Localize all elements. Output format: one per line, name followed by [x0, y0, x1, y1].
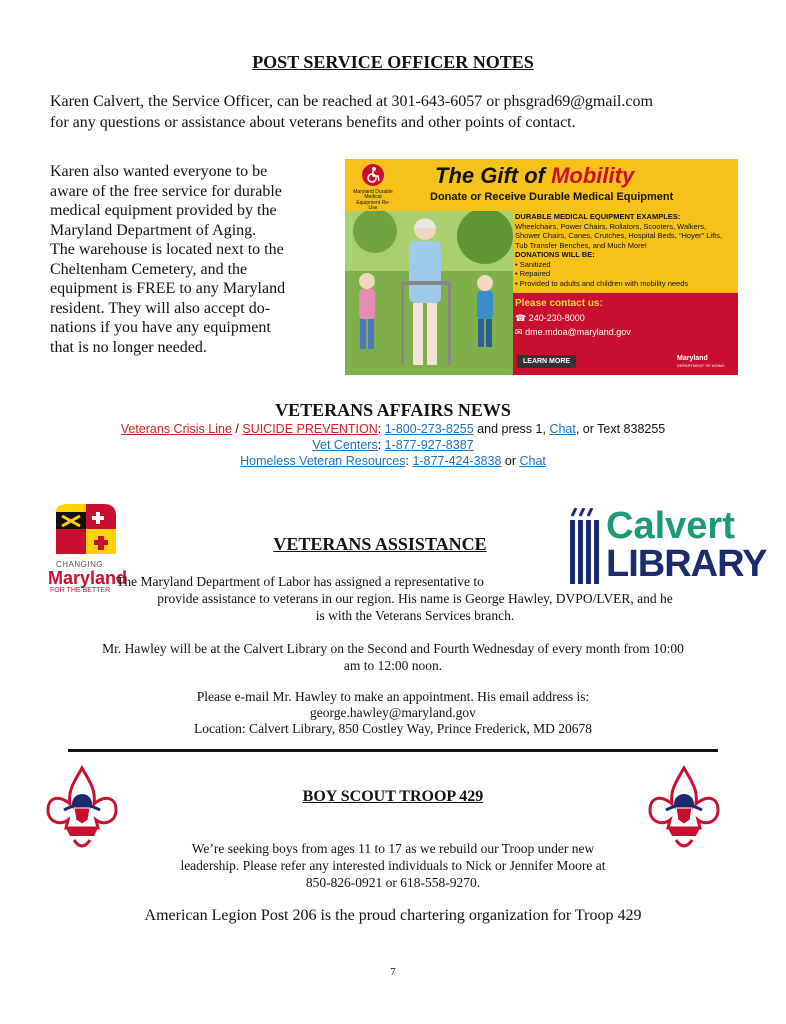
crisis-line-row	[0, 421, 786, 437]
flyer-examples: DURABLE MEDICAL EQUIPMENT EXAMPLES: Wheelchairs, Power Chairs, Rollators, Scooters, Walkers, Shower Chairs, Canes, Crutches, Hospital Beds, "Hoyer" Lifts, Tub Transfer Benches, and Much More! DONATIONS WILL BE: • Sanitized • Repaired • Provided to adults and children with mobility needs	[515, 212, 723, 288]
assistance-line: is with the Veterans Services branch.	[315, 608, 515, 623]
md-aging-logo	[677, 355, 725, 369]
assistance-location: Location: Calvert Library, 850 Costley Way, Prince Frederick, MD 20678	[193, 721, 593, 736]
separator: :	[377, 422, 385, 436]
vet-centers-link[interactable]: Vet Centers	[312, 438, 378, 452]
para-line: Cheltenham Cemetery, and the	[50, 260, 248, 278]
pso-heading: POST SERVICE OFFICER NOTES	[252, 52, 534, 72]
donations-heading: DONATIONS WILL BE:	[515, 250, 595, 259]
scouts-line: 850-826-0921 or 618-558-9270.	[305, 875, 481, 890]
para-line: The warehouse is located next to the	[50, 241, 284, 258]
para-line: nations if you have any equipment	[50, 319, 271, 336]
para-line: medical equipment provided by the	[50, 202, 277, 219]
para-line: Karen also wanted everyone to be	[50, 163, 268, 180]
assistance-line: Mr. Hawley will be at the Calvert Library on the Second and Fourth Wednesday of every month from 10:00	[102, 641, 684, 656]
grandmother-children-photo	[345, 211, 513, 375]
assistance-line: Please e-mail Mr. Hawley to make an appointment. His email address is:	[196, 689, 590, 704]
examples-heading: DURABLE MEDICAL EQUIPMENT EXAMPLES:	[515, 212, 681, 221]
learn-more-button[interactable]: LEARN MORE	[517, 355, 576, 368]
flyer-title-mobility: Mobility	[551, 163, 635, 188]
para-line: aware of the free service for durable	[50, 182, 282, 200]
library-name-bottom: LIBRARY	[606, 543, 767, 585]
homeless-resources-link[interactable]: Homeless Veteran Resources	[240, 454, 406, 468]
veterans-crisis-line-link[interactable]: Veterans Crisis Line	[120, 422, 232, 436]
library-name-top: Calvert	[606, 505, 735, 547]
md-aging-logo-sub: DEPARTMENT OF AGING	[677, 363, 725, 368]
para-line: equipment is FREE to any Maryland	[50, 280, 286, 297]
assistance-line: The Maryland Department of Labor has assigned a representative to	[116, 574, 484, 589]
separator: :	[377, 438, 385, 452]
donation-item: Sanitized	[519, 259, 551, 269]
vet-centers-row	[0, 437, 786, 453]
pso-aging-paragraph	[50, 162, 340, 357]
para-line: Maryland Department of Aging.	[50, 221, 257, 239]
flyer-title	[435, 163, 634, 189]
mde-logo	[353, 163, 393, 211]
email-icon: ✉	[515, 327, 523, 337]
scouts-line: We’re seeking boys from ages 11 to 17 as we rebuild our Troop under new	[191, 841, 595, 856]
section-divider	[68, 749, 718, 752]
logo-changing: CHANGING	[56, 560, 104, 569]
md-aging-logo-name: Maryland	[677, 355, 708, 362]
separator: /	[231, 422, 243, 436]
mde-logo-text: Maryland Durable Medical Equipment Re-Use	[353, 188, 393, 211]
donation-item: Provided to adults and children with mobility needs	[519, 278, 689, 288]
gift-of-mobility-flyer[interactable]	[345, 159, 738, 375]
suicide-prevention-link[interactable]: SUICIDE PREVENTION	[242, 422, 378, 436]
homeless-phone-link[interactable]: 1-877-424-3838	[412, 454, 502, 468]
assistance-heading: VETERANS ASSISTANCE	[273, 534, 487, 554]
logo-for-the-better: FOR THE BETTER	[50, 587, 111, 594]
wheelchair-icon	[361, 163, 385, 187]
assistance-para-2	[20, 640, 766, 674]
va-news-links	[0, 421, 786, 469]
pso-intro-line: Karen Calvert, the Service Officer, can be reached at 301-643-6057 or phsgrad69@gmail.com	[50, 93, 653, 110]
text-option: , or Text 838255	[575, 422, 666, 436]
assistance-para-3	[0, 689, 786, 737]
flyer-subtitle: Donate or Receive Durable Medical Equipment	[430, 191, 674, 203]
chat-link[interactable]: Chat	[549, 422, 576, 436]
legion-charter-line: American Legion Post 206 is the proud chartering organization for Troop 429	[144, 907, 642, 924]
flyer-title-part: The Gift of	[435, 163, 552, 188]
scouts-paragraph	[0, 840, 786, 891]
assistance-line: provide assistance to veterans in our region. His name is George Hawley, DVPO/LVER, and he	[157, 591, 673, 606]
contact-phone: 240-230-8000	[528, 313, 585, 323]
assistance-line: am to 12:00 noon.	[343, 658, 443, 673]
vet-centers-phone-link[interactable]: 1-877-927-8387	[384, 438, 474, 452]
donation-item: Repaired	[519, 269, 551, 278]
separator: :	[405, 454, 413, 468]
flyer-contact	[515, 296, 735, 339]
logo-maryland: Maryland	[48, 568, 128, 588]
pso-intro-line: for any questions or assistance about veterans benefits and other points of contact.	[50, 114, 576, 131]
scouts-line: leadership. Please refer any interested individuals to Nick or Jennifer Moore at	[180, 858, 606, 873]
press-text: and press 1,	[473, 422, 550, 436]
pso-intro	[50, 91, 750, 133]
homeless-chat-link[interactable]: Chat	[519, 454, 546, 468]
page-number: 7	[390, 966, 396, 978]
phone-icon: ☎	[515, 313, 527, 323]
contact-heading: Please contact us:	[515, 298, 603, 309]
assistance-para-1	[70, 573, 760, 624]
or-text: or	[501, 454, 520, 468]
examples-text: Wheelchairs, Power Chairs, Rollators, Scooters, Walkers, Shower Chairs, Canes, Crutches, Hospital Beds, "Hoyer" Lifts, Tub Transfer Benches, and Much More!	[515, 221, 723, 250]
va-news-heading: VETERANS AFFAIRS NEWS	[275, 400, 511, 420]
contact-email: dme.mdoa@maryland.gov	[525, 327, 631, 337]
flyer-photo	[345, 211, 513, 375]
hawley-email[interactable]: george.hawley@maryland.gov	[310, 705, 476, 720]
homeless-row	[0, 453, 786, 469]
scouts-heading: BOY SCOUT TROOP 429	[302, 788, 484, 805]
para-line: that is no longer needed.	[50, 338, 207, 356]
para-line: resident. They will also accept do-	[50, 299, 271, 317]
crisis-phone-link[interactable]: 1-800-273-8255	[384, 422, 474, 436]
